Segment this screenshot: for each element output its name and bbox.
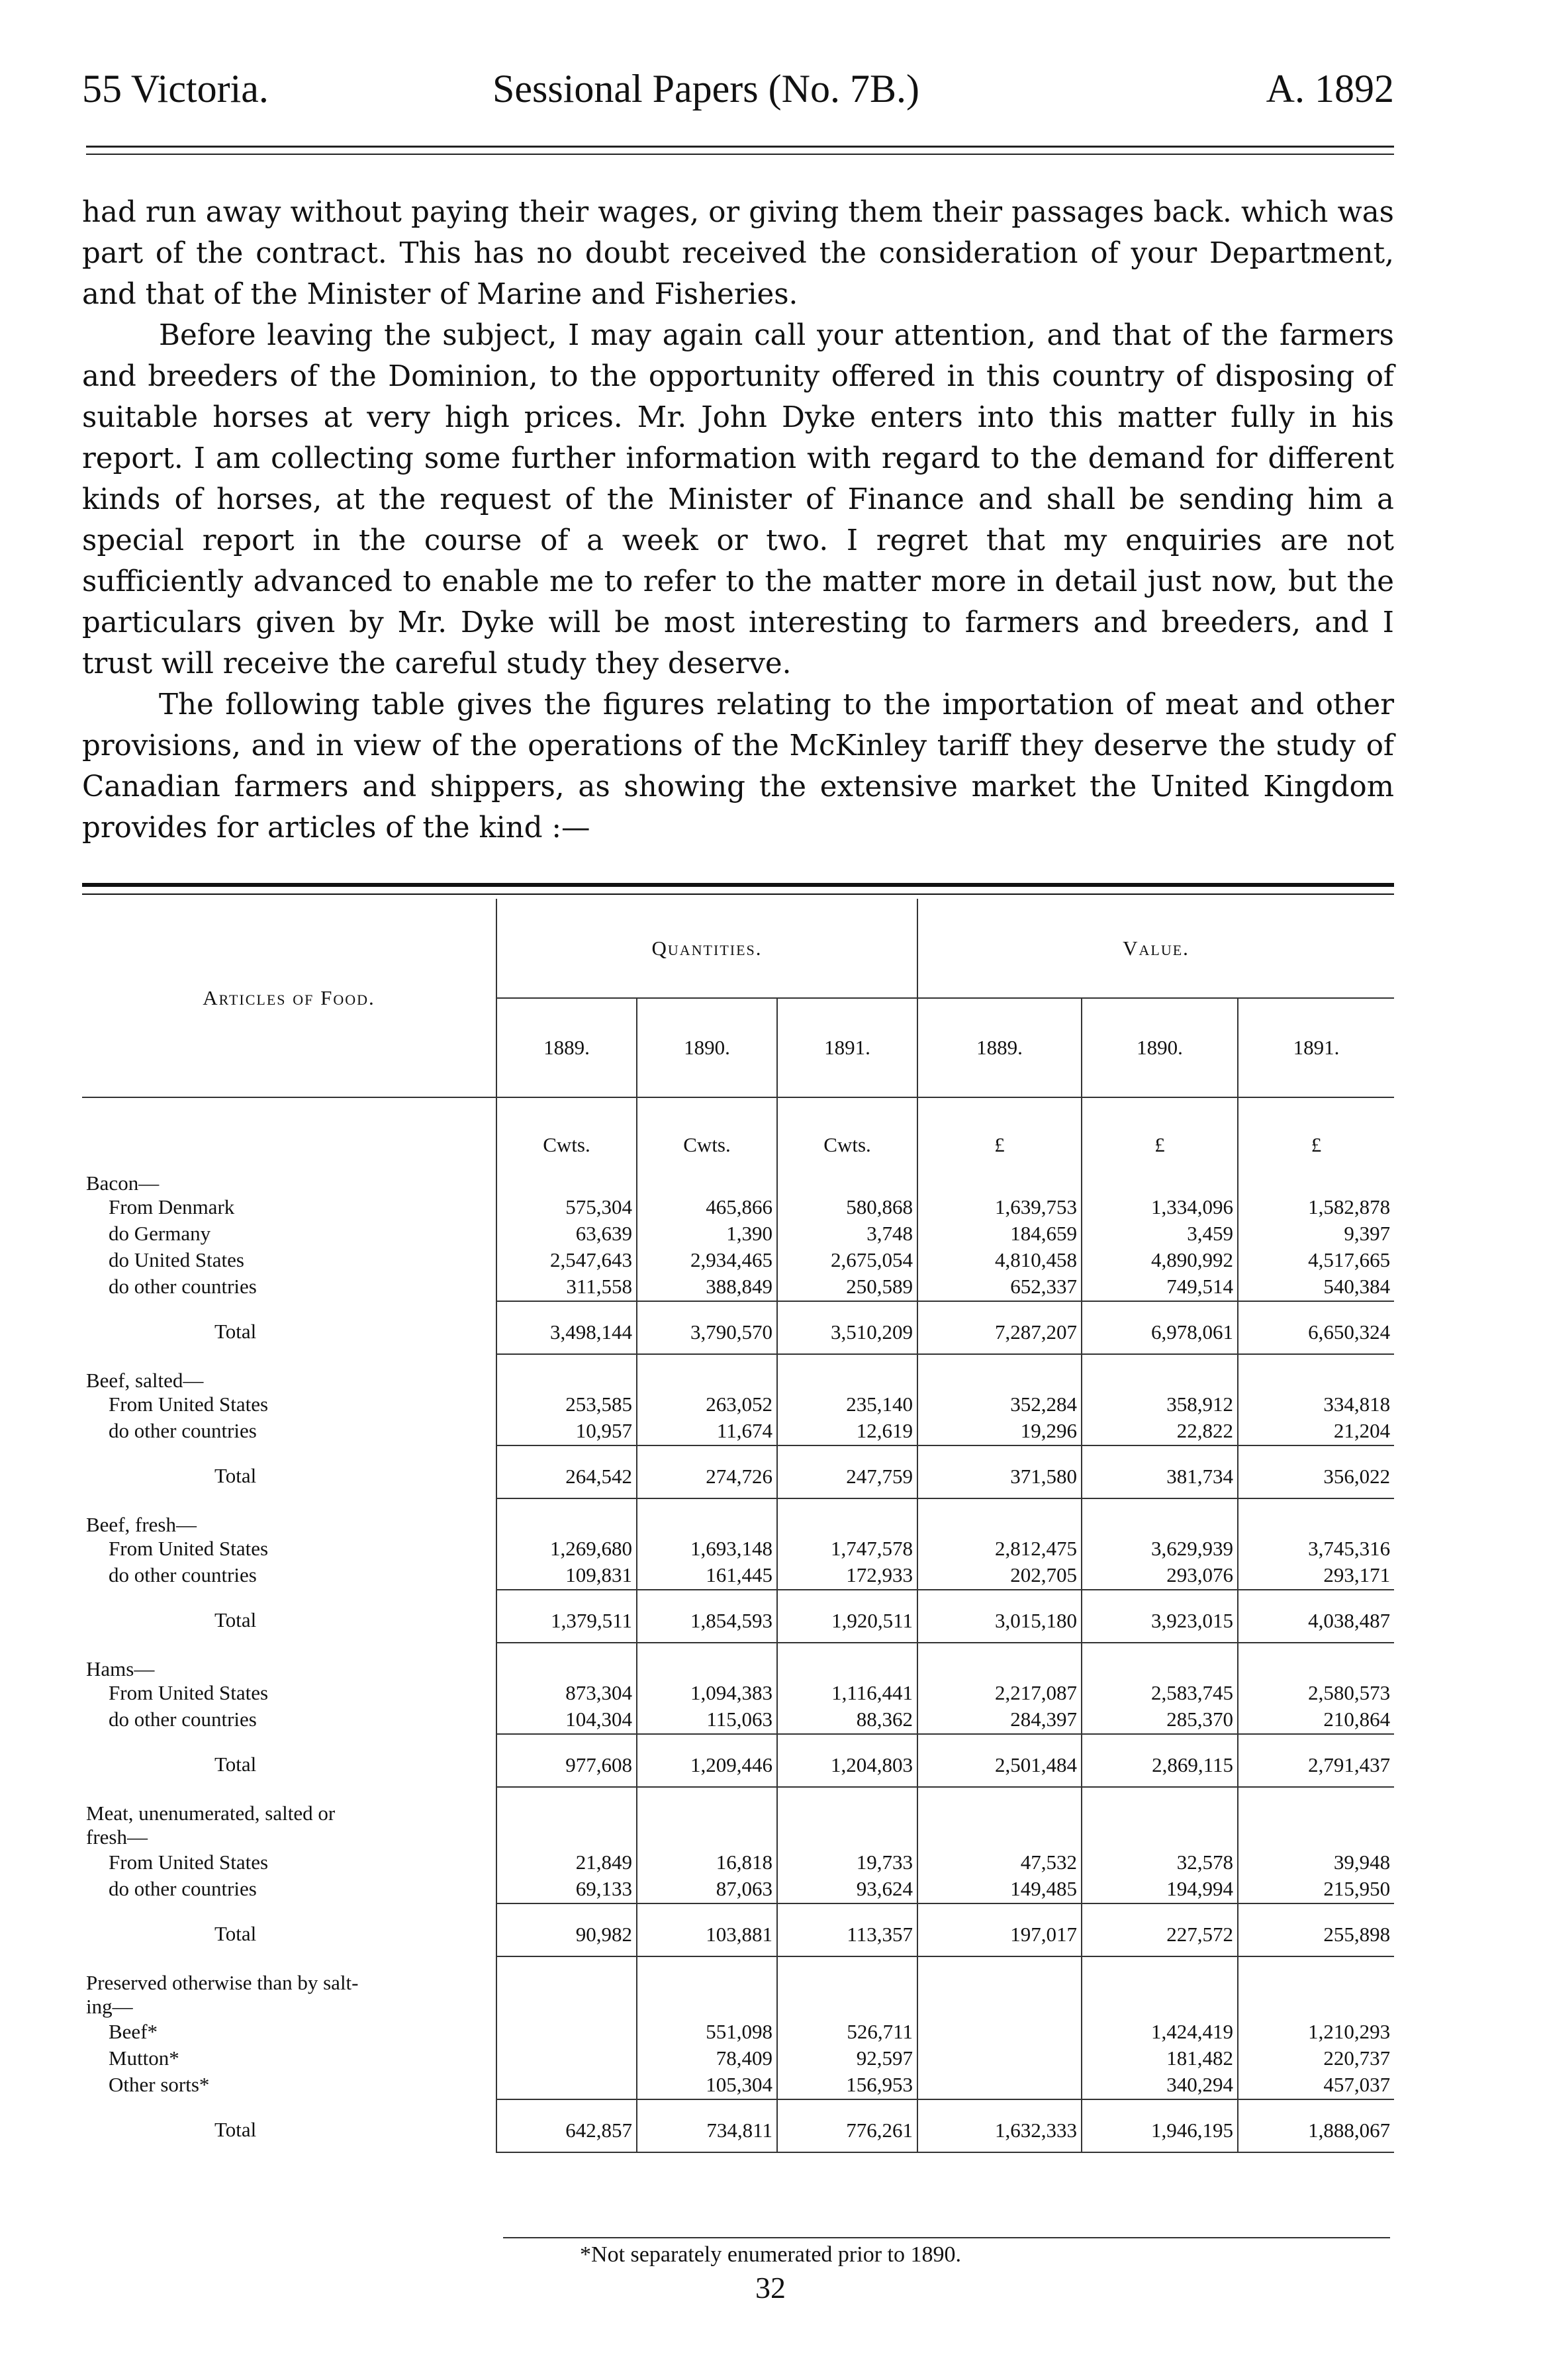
total-cell: 1,209,446 [637, 1734, 777, 1787]
group-title-row [82, 1498, 1394, 1537]
value-cell: 184,659 [917, 1222, 1082, 1248]
value-cell: 156,953 [777, 2073, 917, 2099]
total-cell: 3,498,144 [496, 1301, 637, 1354]
empty-cell [917, 1498, 1082, 1537]
value-cell: 1,747,578 [777, 1537, 917, 1563]
value-cell: 284,397 [917, 1708, 1082, 1734]
value-cell: 1,424,419 [1082, 2020, 1238, 2046]
header-center: Sessional Papers (No. 7B.) [492, 67, 919, 111]
empty-cell [496, 1787, 637, 1825]
total-cell: 1,920,511 [777, 1590, 917, 1643]
page-number: 32 [755, 2271, 786, 2305]
value-cell: 63,639 [496, 1222, 637, 1248]
table-row [82, 1563, 1394, 1590]
table-row [82, 2020, 1394, 2046]
empty-cell [1238, 1498, 1394, 1537]
header-rule-secondary [86, 154, 1394, 155]
table-row [82, 1681, 1394, 1708]
header-rule [86, 146, 1394, 148]
total-cell: 7,287,207 [917, 1301, 1082, 1354]
unit-cell: Cwts. [496, 1097, 637, 1157]
value-cell: 194,994 [1082, 1877, 1238, 1903]
empty-cell [496, 1498, 637, 1537]
empty-cell [496, 1354, 637, 1393]
empty-cell [917, 1956, 1082, 1995]
value-cell: 250,589 [777, 1275, 917, 1301]
total-cell: 1,888,067 [1238, 2099, 1394, 2152]
value-cell: 2,934,465 [637, 1248, 777, 1275]
total-row [82, 1590, 1394, 1643]
group-title: Hams— [86, 1657, 155, 1680]
value-cell: 172,933 [777, 1563, 917, 1590]
running-header [82, 66, 1394, 119]
total-cell: 3,510,209 [777, 1301, 917, 1354]
row-label: do other countries [109, 1275, 257, 1298]
empty-cell [496, 1643, 637, 1681]
empty-cell [637, 1643, 777, 1681]
value-cell: 12,619 [777, 1419, 917, 1445]
empty-cell [917, 1354, 1082, 1393]
value-cell: 1,269,680 [496, 1537, 637, 1563]
total-cell: 381,734 [1082, 1445, 1238, 1498]
table-row [82, 1195, 1394, 1222]
value-cell: 22,822 [1082, 1419, 1238, 1445]
year-header: 1890. [637, 998, 777, 1097]
value-cell: 9,397 [1238, 1222, 1394, 1248]
empty-cell [496, 1956, 637, 1995]
total-row [82, 1734, 1394, 1787]
total-cell: 2,501,484 [917, 1734, 1082, 1787]
table-top-rule [82, 883, 1394, 887]
value-cell: 551,098 [637, 2020, 777, 2046]
body-text [82, 192, 1394, 848]
group-title: fresh— [86, 1825, 148, 1849]
value-cell: 749,514 [1082, 1275, 1238, 1301]
empty-cell [917, 1643, 1082, 1681]
table-row [82, 1419, 1394, 1445]
empty-cell [1238, 1995, 1394, 2020]
total-cell: 3,790,570 [637, 1301, 777, 1354]
row-label: Beef* [109, 2020, 158, 2043]
empty-cell [637, 1956, 777, 1995]
empty-cell [637, 1995, 777, 2020]
row-label: Other sorts* [109, 2073, 210, 2096]
total-cell: 1,204,803 [777, 1734, 917, 1787]
empty-cell [637, 1787, 777, 1825]
value-cell: 311,558 [496, 1275, 637, 1301]
table-bottom-rule [503, 2237, 1390, 2238]
empty-cell [777, 1157, 917, 1195]
row-label: do other countries [109, 1563, 257, 1586]
row-label: do Germany [109, 1222, 211, 1245]
empty-cell [1238, 1157, 1394, 1195]
value-cell: 1,094,383 [637, 1681, 777, 1708]
value-cell: 1,390 [637, 1222, 777, 1248]
value-cell: 293,076 [1082, 1563, 1238, 1590]
table-row [82, 1393, 1394, 1419]
total-cell: 227,572 [1082, 1903, 1238, 1956]
value-cell: 69,133 [496, 1877, 637, 1903]
value-cell: 2,812,475 [917, 1537, 1082, 1563]
year-header: 1889. [496, 998, 637, 1097]
value-cell [917, 2046, 1082, 2073]
row-label: do United States [109, 1248, 244, 1271]
group-title-row [82, 1157, 1394, 1195]
empty-cell [917, 1787, 1082, 1825]
table-row [82, 1708, 1394, 1734]
row-label: From United States [109, 1393, 269, 1416]
table-body [82, 1097, 1394, 2152]
value-cell: 10,957 [496, 1419, 637, 1445]
articles-header-cell [82, 899, 496, 1097]
total-cell: 1,854,593 [637, 1590, 777, 1643]
value-cell: 352,284 [917, 1393, 1082, 1419]
value-cell [496, 2073, 637, 2099]
value-cell: 115,063 [637, 1708, 777, 1734]
header-left: 55 Victoria. [82, 67, 269, 111]
value-cell [917, 2073, 1082, 2099]
empty-cell [777, 1643, 917, 1681]
table-row [82, 2046, 1394, 2073]
value-cell: 2,675,054 [777, 1248, 917, 1275]
quantities-header-cell [496, 899, 917, 998]
total-cell: 3,015,180 [917, 1590, 1082, 1643]
row-label: From United States [109, 1681, 269, 1704]
total-cell: 3,923,015 [1082, 1590, 1238, 1643]
empty-cell [1082, 1995, 1238, 2020]
group-title: Beef, fresh— [86, 1513, 197, 1536]
total-cell: 2,791,437 [1238, 1734, 1394, 1787]
total-cell: 1,632,333 [917, 2099, 1082, 2152]
empty-cell [1082, 1354, 1238, 1393]
total-label: Total [214, 1753, 257, 1776]
value-cell: 3,748 [777, 1222, 917, 1248]
value-cell: 1,582,878 [1238, 1195, 1394, 1222]
value-cell: 2,547,643 [496, 1248, 637, 1275]
value-cell: 88,362 [777, 1708, 917, 1734]
value-cell: 4,890,992 [1082, 1248, 1238, 1275]
empty-cell [777, 1825, 917, 1851]
empty-cell [1082, 1498, 1238, 1537]
value-cell: 457,037 [1238, 2073, 1394, 2099]
total-cell: 247,759 [777, 1445, 917, 1498]
table-row [82, 1275, 1394, 1301]
table-top-rule-thin [82, 893, 1394, 895]
group-title-row [82, 1825, 1394, 1851]
units-spacer [82, 1097, 496, 1157]
empty-cell [1082, 1643, 1238, 1681]
value-cell: 149,485 [917, 1877, 1082, 1903]
total-row [82, 2099, 1394, 2152]
total-row [82, 1445, 1394, 1498]
value-cell: 3,745,316 [1238, 1537, 1394, 1563]
empty-cell [1238, 1825, 1394, 1851]
total-cell: 734,811 [637, 2099, 777, 2152]
empty-cell [1238, 1787, 1394, 1825]
value-cell: 465,866 [637, 1195, 777, 1222]
total-cell: 113,357 [777, 1903, 917, 1956]
value-cell: 32,578 [1082, 1851, 1238, 1877]
value-cell: 1,116,441 [777, 1681, 917, 1708]
group-title: ing— [86, 1995, 133, 2018]
value-cell: 1,334,096 [1082, 1195, 1238, 1222]
total-cell: 776,261 [777, 2099, 917, 2152]
empty-cell [1238, 1354, 1394, 1393]
group-title-row [82, 1354, 1394, 1393]
quantities-header: Quantities. [651, 936, 763, 960]
table-row [82, 1248, 1394, 1275]
total-cell: 4,038,487 [1238, 1590, 1394, 1643]
empty-cell [637, 1498, 777, 1537]
value-cell: 873,304 [496, 1681, 637, 1708]
empty-cell [1082, 1787, 1238, 1825]
value-cell: 263,052 [637, 1393, 777, 1419]
unit-cell: Cwts. [777, 1097, 917, 1157]
value-cell: 16,818 [637, 1851, 777, 1877]
empty-cell [1082, 1825, 1238, 1851]
year-header: 1890. [1082, 998, 1238, 1097]
value-cell: 1,693,148 [637, 1537, 777, 1563]
row-label: From United States [109, 1851, 269, 1874]
row-label: do other countries [109, 1419, 257, 1442]
value-cell: 4,810,458 [917, 1248, 1082, 1275]
value-cell: 2,217,087 [917, 1681, 1082, 1708]
value-cell: 47,532 [917, 1851, 1082, 1877]
total-cell: 642,857 [496, 2099, 637, 2152]
total-cell: 197,017 [917, 1903, 1082, 1956]
total-cell: 6,650,324 [1238, 1301, 1394, 1354]
total-row [82, 1301, 1394, 1354]
value-cell: 21,849 [496, 1851, 637, 1877]
value-cell: 161,445 [637, 1563, 777, 1590]
value-cell: 253,585 [496, 1393, 637, 1419]
value-cell [496, 2046, 637, 2073]
group-title-row [82, 1995, 1394, 2020]
value-cell: 1,210,293 [1238, 2020, 1394, 2046]
paragraph: had run away without paying their wages, or giving them their passages back. which was part of the contract. This has no doubt received the consideration of your Department, and that of the Minister of Marine and Fisheries. [82, 196, 1394, 311]
paragraph: Before leaving the subject, I may again call your attention, and that of the farmers and breeders of the Dominion, to the opportunity offered in this country of disposing of suitable horses at very high prices. Mr. John Dyke enters into this matter fully in his report. I am collecting some further information with regard to the demand for different kinds of horses, at the request of the Minister of Finance and shall be sending him a special report in the course of a week or two. I regret that my enquiries are not sufficiently advanced to enable me to refer to the matter more in detail just now, but the particulars given by Mr. Dyke will be most interesting to farmers and breeders, and I trust will receive the careful study they deserve. [82, 319, 1394, 680]
value-cell: 78,409 [637, 2046, 777, 2073]
value-cell: 2,583,745 [1082, 1681, 1238, 1708]
value-cell: 87,063 [637, 1877, 777, 1903]
group-title-row [82, 1956, 1394, 1995]
value-cell: 181,482 [1082, 2046, 1238, 2073]
total-cell: 1,946,195 [1082, 2099, 1238, 2152]
table-row [82, 1851, 1394, 1877]
total-label: Total [214, 1922, 257, 1945]
units-row [82, 1097, 1394, 1157]
value-cell: 285,370 [1082, 1708, 1238, 1734]
value-cell: 202,705 [917, 1563, 1082, 1590]
value-cell: 4,517,665 [1238, 1248, 1394, 1275]
paragraph: The following table gives the figures relating to the importation of meat and other provisions, and in view of the operations of the McKinley tariff they deserve the study of Canadian farmers and shippers, as showing the extensive market the United Kingdom provides for articles of the kind :— [82, 688, 1394, 845]
empty-cell [637, 1157, 777, 1195]
empty-cell [1082, 1157, 1238, 1195]
group-title: Bacon— [86, 1171, 160, 1195]
total-label: Total [214, 1608, 257, 1631]
value-cell: 652,337 [917, 1275, 1082, 1301]
total-cell: 255,898 [1238, 1903, 1394, 1956]
group-title-row [82, 1787, 1394, 1825]
value-cell: 19,733 [777, 1851, 917, 1877]
value-cell: 334,818 [1238, 1393, 1394, 1419]
value-cell: 388,849 [637, 1275, 777, 1301]
total-cell: 977,608 [496, 1734, 637, 1787]
total-cell: 264,542 [496, 1445, 637, 1498]
unit-cell: Cwts. [637, 1097, 777, 1157]
unit-cell: £ [1082, 1097, 1238, 1157]
value-cell: 293,171 [1238, 1563, 1394, 1590]
value-cell: 540,384 [1238, 1275, 1394, 1301]
total-cell: 1,379,511 [496, 1590, 637, 1643]
value-cell: 235,140 [777, 1393, 917, 1419]
value-cell: 109,831 [496, 1563, 637, 1590]
value-cell: 526,711 [777, 2020, 917, 2046]
empty-cell [777, 1995, 917, 2020]
value-cell: 210,864 [1238, 1708, 1394, 1734]
table-row [82, 1222, 1394, 1248]
value-cell: 11,674 [637, 1419, 777, 1445]
value-cell: 3,459 [1082, 1222, 1238, 1248]
unit-cell: £ [1238, 1097, 1394, 1157]
value-header: Value. [1123, 936, 1190, 960]
total-cell: 6,978,061 [1082, 1301, 1238, 1354]
empty-cell [917, 1995, 1082, 2020]
value-cell [496, 2020, 637, 2046]
empty-cell [917, 1157, 1082, 1195]
year-header: 1889. [917, 998, 1082, 1097]
year-header: 1891. [1238, 998, 1394, 1097]
empty-cell [777, 1498, 917, 1537]
total-row [82, 1903, 1394, 1956]
table-row [82, 1537, 1394, 1563]
value-cell: 92,597 [777, 2046, 917, 2073]
articles-header: Articles of Food. [203, 985, 375, 1009]
value-cell: 19,296 [917, 1419, 1082, 1445]
total-cell: 90,982 [496, 1903, 637, 1956]
value-cell [917, 2020, 1082, 2046]
header-right: A. 1892 [1266, 67, 1394, 111]
row-label: From Denmark [109, 1195, 235, 1218]
value-cell: 93,624 [777, 1877, 917, 1903]
table-row [82, 2073, 1394, 2099]
group-title: Preserved otherwise than by salt- [86, 1971, 359, 1994]
value-cell: 215,950 [1238, 1877, 1394, 1903]
group-title: Meat, unenumerated, salted or [86, 1802, 336, 1825]
value-cell: 340,294 [1082, 2073, 1238, 2099]
empty-cell [1238, 1956, 1394, 1995]
year-header: 1891. [777, 998, 917, 1097]
empty-cell [1082, 1956, 1238, 1995]
table-row [82, 1877, 1394, 1903]
row-label: Mutton* [109, 2046, 179, 2070]
row-label: From United States [109, 1537, 269, 1560]
value-cell: 3,629,939 [1082, 1537, 1238, 1563]
total-cell: 2,869,115 [1082, 1734, 1238, 1787]
empty-cell [1238, 1643, 1394, 1681]
group-title: Beef, salted— [86, 1369, 204, 1392]
empty-cell [777, 1956, 917, 1995]
value-cell: 580,868 [777, 1195, 917, 1222]
empty-cell [917, 1825, 1082, 1851]
value-cell: 39,948 [1238, 1851, 1394, 1877]
total-label: Total [214, 1320, 257, 1343]
total-cell: 371,580 [917, 1445, 1082, 1498]
value-cell: 21,204 [1238, 1419, 1394, 1445]
total-label: Total [214, 1464, 257, 1487]
empty-cell [777, 1787, 917, 1825]
food-import-table [82, 899, 1394, 2153]
total-cell: 274,726 [637, 1445, 777, 1498]
row-label: do other countries [109, 1877, 257, 1900]
empty-cell [496, 1995, 637, 2020]
value-header-cell [917, 899, 1394, 998]
value-cell: 1,639,753 [917, 1195, 1082, 1222]
total-cell: 356,022 [1238, 1445, 1394, 1498]
value-cell: 220,737 [1238, 2046, 1394, 2073]
empty-cell [496, 1825, 637, 1851]
value-cell: 104,304 [496, 1708, 637, 1734]
empty-cell [637, 1354, 777, 1393]
value-cell: 105,304 [637, 2073, 777, 2099]
row-label: do other countries [109, 1708, 257, 1731]
empty-cell [637, 1825, 777, 1851]
empty-cell [496, 1157, 637, 1195]
group-title-row [82, 1643, 1394, 1681]
footnote: *Not separately enumerated prior to 1890. [580, 2242, 961, 2267]
unit-cell: £ [917, 1097, 1082, 1157]
value-cell: 575,304 [496, 1195, 637, 1222]
total-label: Total [214, 2118, 257, 2141]
empty-cell [777, 1354, 917, 1393]
value-cell: 358,912 [1082, 1393, 1238, 1419]
value-cell: 2,580,573 [1238, 1681, 1394, 1708]
total-cell: 103,881 [637, 1903, 777, 1956]
